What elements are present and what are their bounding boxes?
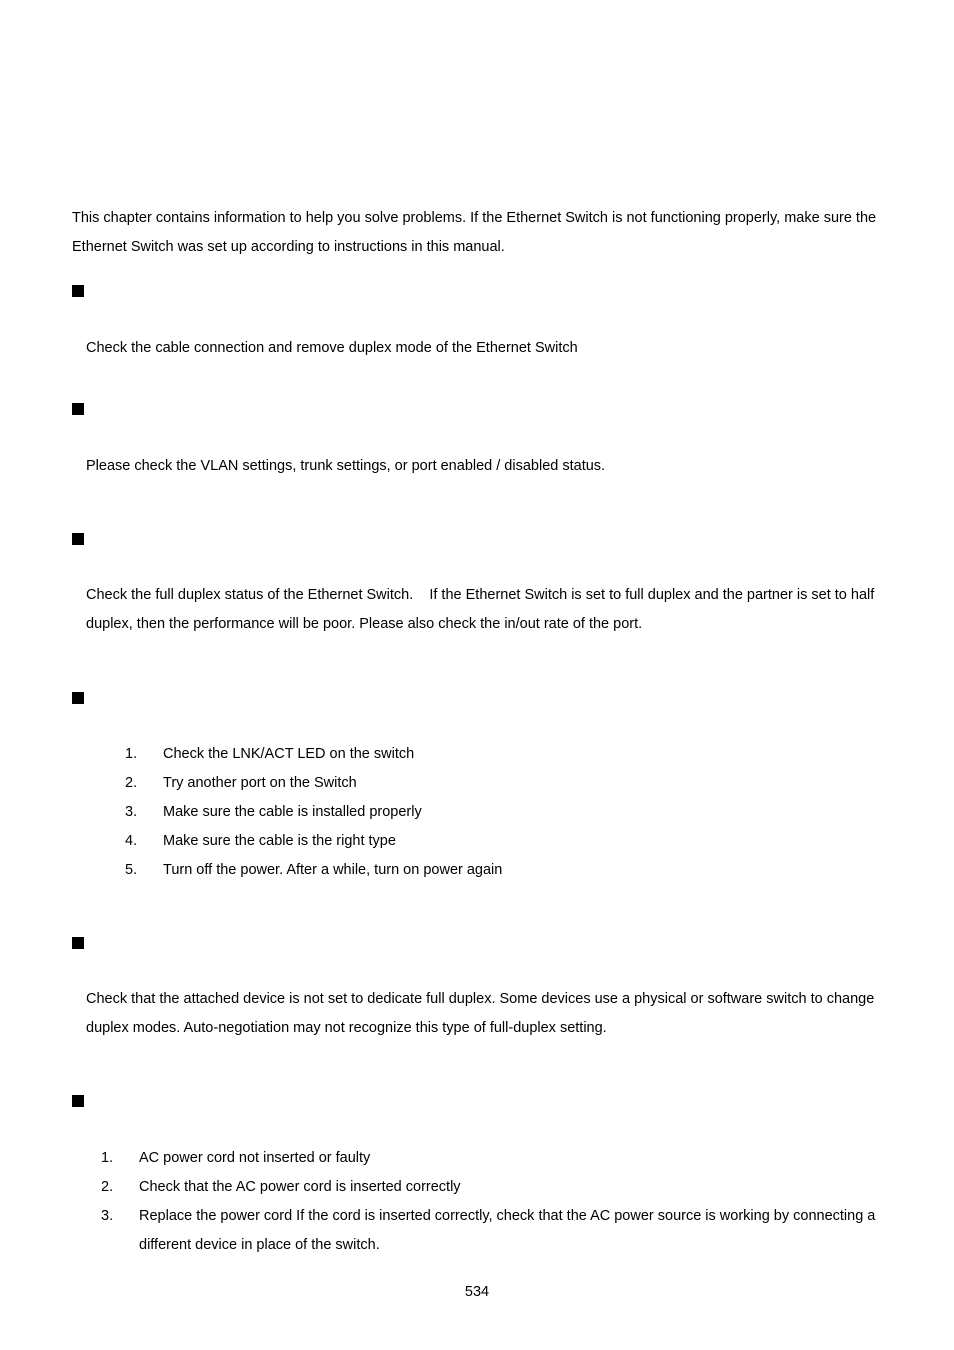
list-item-number: 4. xyxy=(125,833,138,849)
page-number: 534 xyxy=(464,1284,490,1300)
list-item-text: Turn off the power. After a while, turn on power again xyxy=(163,862,503,878)
section-bullet-icon xyxy=(72,937,84,949)
list-item-text: Replace the power cord If the cord is inserted correctly, check that the AC power source is working by connecting a xyxy=(139,1208,876,1224)
section-2-paragraph: Please check the VLAN settings, trunk settings, or port enabled / disabled status. xyxy=(86,458,606,474)
list-item-number: 1. xyxy=(125,746,138,762)
list-item-number: 2. xyxy=(101,1179,114,1195)
intro-line-2: Ethernet Switch was set up according to instructions in this manual. xyxy=(72,239,505,255)
section-3-paragraph-line-1: Check the full duplex status of the Ethernet Switch. If the Ethernet Switch is set to full duplex and the partner is set to half xyxy=(86,587,875,603)
list-item-text: Try another port on the Switch xyxy=(163,775,357,791)
section-5-paragraph-line-1: Check that the attached device is not set to dedicate full duplex. Some devices use a physical or software switch to change xyxy=(86,991,875,1007)
list-item-text: AC power cord not inserted or faulty xyxy=(139,1150,371,1166)
list-item-number: 2. xyxy=(125,775,138,791)
list-item-number: 3. xyxy=(101,1208,114,1224)
section-bullet-icon xyxy=(72,1095,84,1107)
list-item-number: 5. xyxy=(125,862,138,878)
list-item-text: Make sure the cable is the right type xyxy=(163,833,396,849)
section-1-paragraph: Check the cable connection and remove duplex mode of the Ethernet Switch xyxy=(86,340,578,356)
list-item-text: Check that the AC power cord is inserted correctly xyxy=(139,1179,461,1195)
section-bullet-icon xyxy=(72,285,84,297)
list-item-text-continuation: different device in place of the switch. xyxy=(139,1237,380,1253)
section-5-paragraph-line-2: duplex modes. Auto-negotiation may not recognize this type of full-duplex setting. xyxy=(86,1020,607,1036)
section-bullet-icon xyxy=(72,692,84,704)
intro-line-1: This chapter contains information to help you solve problems. If the Ethernet Switch is not functioning properly, make sure the xyxy=(72,210,877,226)
list-item-text: Check the LNK/ACT LED on the switch xyxy=(163,746,415,762)
list-item-text: Make sure the cable is installed properly xyxy=(163,804,422,820)
section-bullet-icon xyxy=(72,403,84,415)
section-3-paragraph-line-2: duplex, then the performance will be poor. Please also check the in/out rate of the port. xyxy=(86,616,643,632)
section-bullet-icon xyxy=(72,533,84,545)
list-item-number: 3. xyxy=(125,804,138,820)
list-item-number: 1. xyxy=(101,1150,114,1166)
